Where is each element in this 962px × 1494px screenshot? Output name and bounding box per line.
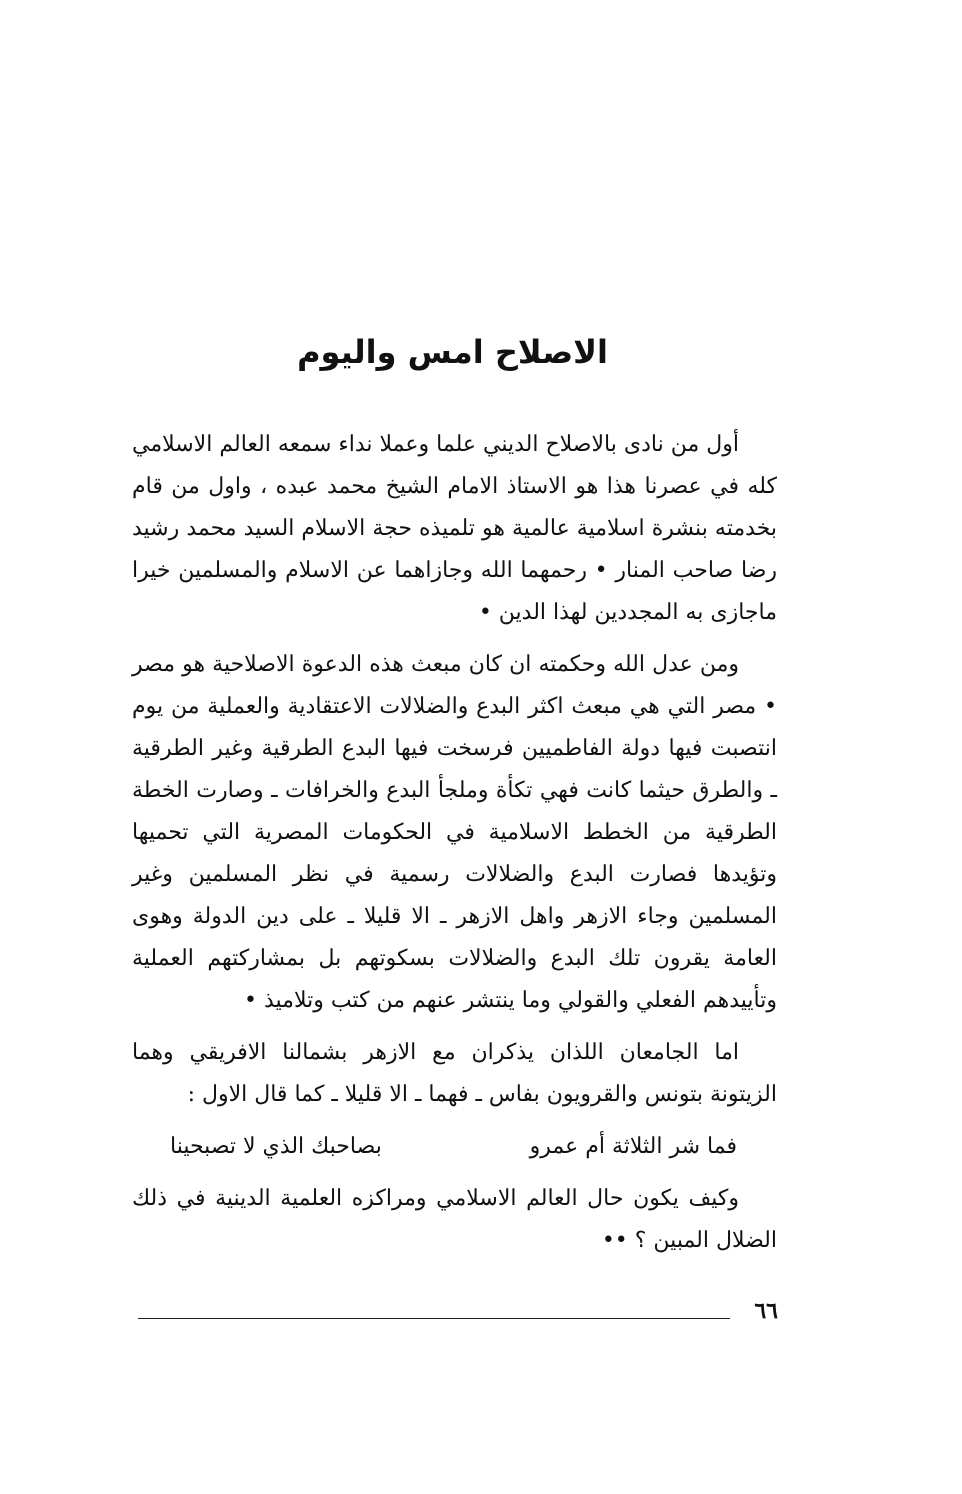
poetry-verse <box>132 1126 777 1168</box>
paragraph-2 <box>132 644 777 1022</box>
paragraph-1 <box>132 424 777 634</box>
page-footer <box>138 1296 778 1326</box>
paragraph-3-text: اما الجامعان اللذان يذكران مع الازهر بشمالنا الافريقي وهما الزيتونة بتونس والقرويون بفاس ـ فهما ـ الا قليلا ـ كما قال الاول : <box>132 1040 777 1107</box>
verse-first-hemistich: فما شر الثلاثة أم عمرو <box>529 1134 737 1159</box>
chapter-title: الاصلاح امس واليوم <box>297 333 608 371</box>
paragraph-1-text: أول من نادى بالاصلاح الديني علما وعملا نداء سمعه العالم الاسلامي كله في عصرنا هذا هو الاستاذ الامام الشيخ محمد عبده ، واول من قام بخدمته بنشرة اسلامية عالمية هو تلميذه حجة الاسلام السيد محمد رشيد رضا صاحب المنار • رحمهما الله وجازاهما عن الاسلام والمسلمين خيرا ماجازى به المجددين لهذا الدين • <box>132 432 778 625</box>
body-text <box>132 424 777 1272</box>
paragraph-4 <box>132 1178 777 1262</box>
footer-rule <box>138 1318 730 1319</box>
verse-second-hemistich: بصاحبك الذي لا تصبحينا <box>170 1134 382 1159</box>
paragraph-4-text: وكيف يكون حال العالم الاسلامي ومراكزه العلمية الدينية في ذلك الضلال المبين ؟ •• <box>132 1186 777 1253</box>
paragraph-3 <box>132 1032 777 1116</box>
page-number: ٦٦ <box>754 1298 778 1324</box>
paragraph-2-text: ومن عدل الله وحكمته ان كان مبعث هذه الدعوة الاصلاحية هو مصر • مصر التي هي مبعث اكثر البدع والضلالات الاعتقادية والعملية من يوم انتصبت فيها دولة الفاطميين فرسخت فيها البدع الطرقية وغير الطرقية ـ والطرق حيثما كانت فهي تكأة وملجأ البدع والخرافات ـ وصارت الخطة الطرقية من الخطط الاسلامية في الحكومات المصرية التي تحميها وتؤيدها فصارت البدع والضلالات رسمية في نظر المسلمين وغير المسلمين وجاء الازهر واهل الازهر ـ الا قليلا ـ على دين الدولة وهوى العامة يقرون تلك البدع والضلالات بسكوتهم بل بمشاركتهم العملية وتأييدهم الفعلي والقولي وما ينتشر عنهم من كتب وتلاميذ • <box>132 652 777 1013</box>
